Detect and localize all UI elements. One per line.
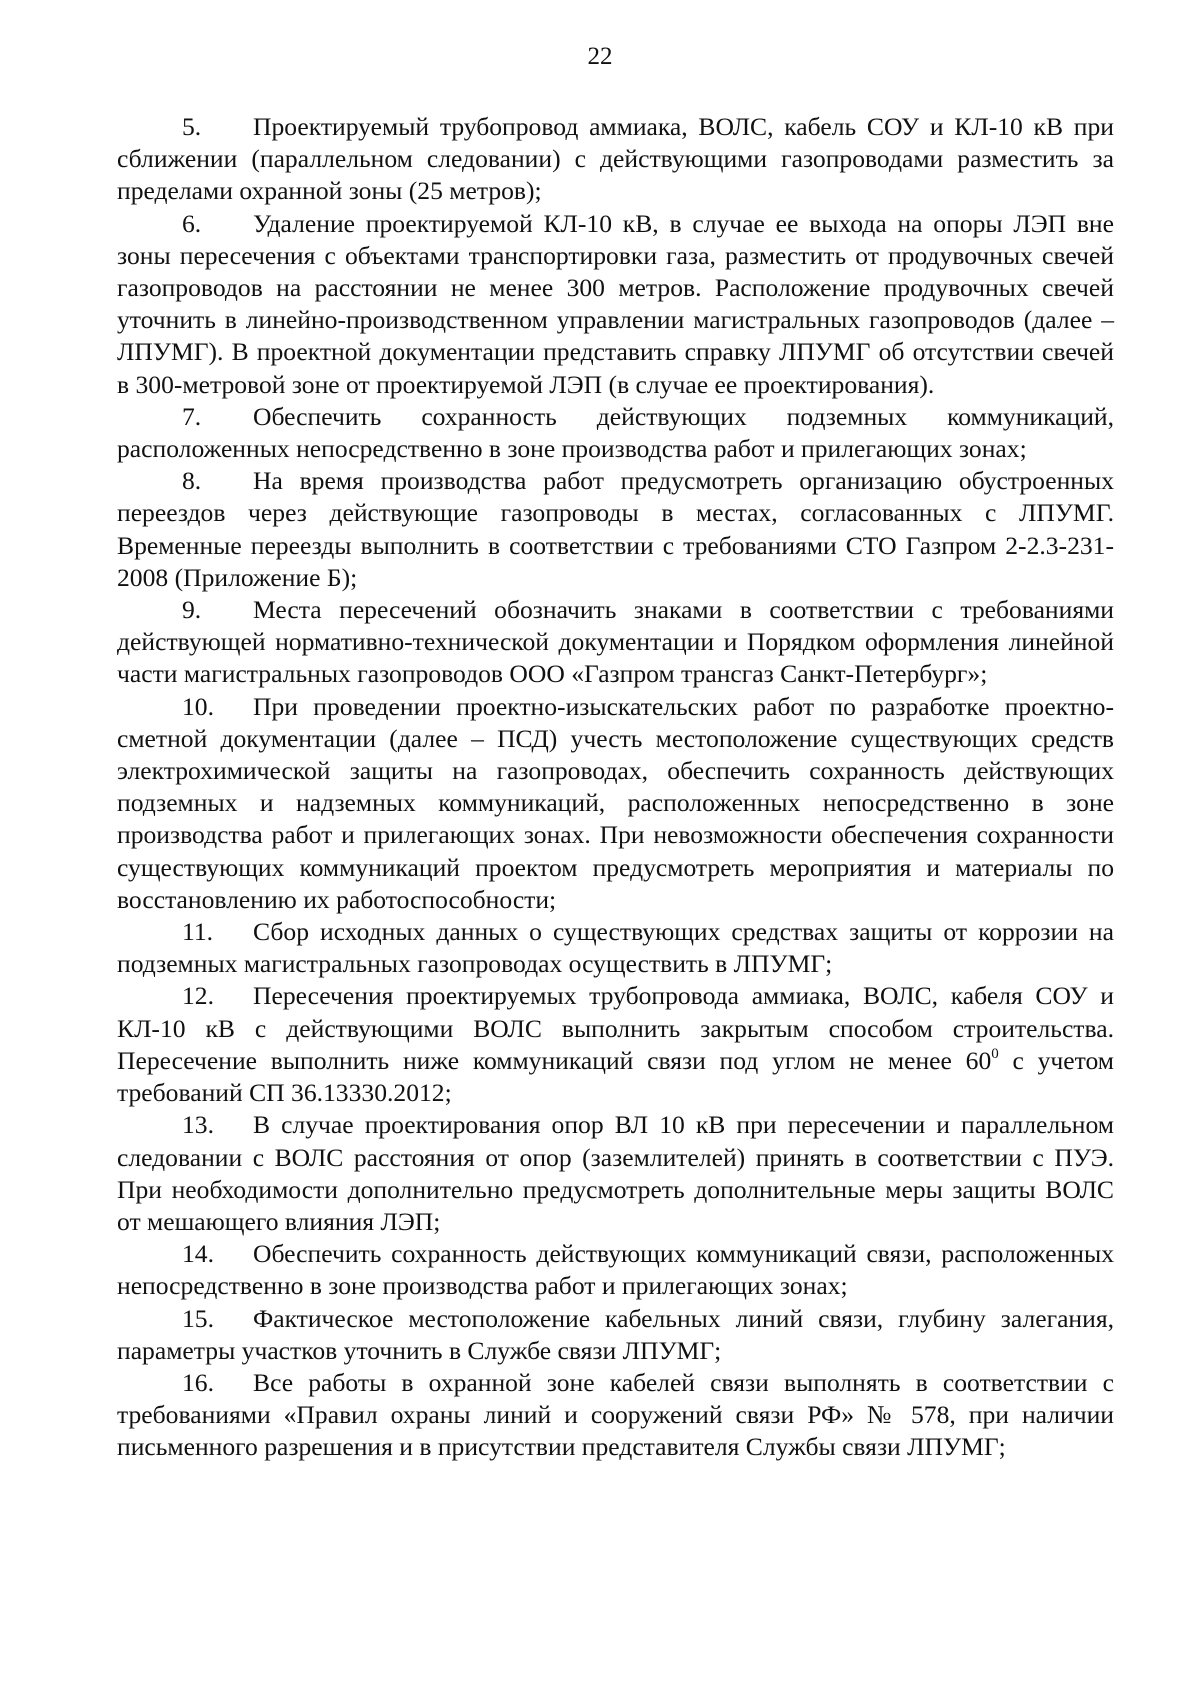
- list-item-10: [117, 691, 1114, 916]
- document-body: [117, 111, 1114, 1464]
- item-text: Все работы в охранной зоне кабелей связи выполнять в соответствии с требованиями «Правил охраны линий и сооружений связи РФ» № 578, при наличии письменного разрешения и в присутствии представителя Службы связи ЛПУМГ;: [117, 1367, 1114, 1462]
- item-number: 8.: [182, 466, 202, 496]
- item-text: Пересечения проектируемых трубопровода аммиака, ВОЛС, кабеля СОУ и КЛ-10 кВ с действующими ВОЛС выполнить закрытым способом строительства. Пересечение выполнить ниже коммуникаций связи под углом не менее 60: [117, 981, 1114, 1075]
- list-item-13: [117, 1109, 1114, 1238]
- item-number: 9.: [182, 595, 202, 625]
- list-item-11: [117, 916, 1114, 980]
- item-number: 15.: [182, 1303, 214, 1333]
- item-text: Фактическое местоположение кабельных линий связи, глубину залегания, параметры участков уточнить в Службе связи ЛПУМГ;: [117, 1303, 1114, 1365]
- item-number: 14.: [182, 1239, 214, 1269]
- item-number: 16.: [182, 1367, 214, 1397]
- list-item-15: [117, 1303, 1114, 1367]
- page-number: 22: [587, 43, 613, 70]
- item-number: 11.: [182, 917, 214, 947]
- list-item-6: [117, 208, 1114, 401]
- item-text: Удаление проектируемой КЛ-10 кВ, в случае ее выхода на опоры ЛЭП вне зоны пересечения с объектами транспортировки газа, разместить от продувочных свечей газопроводов на расстоянии не менее 300 метров. Расположение продувочных свечей уточнить в линейно-производственном управлении магистральных газопроводов (далее – ЛПУМГ). В проектной документации представить справку ЛПУМГ об отсутствии свечей в 300-метровой зоне от проектируемой ЛЭП (в случае ее проектирования).: [117, 208, 1114, 399]
- list-item-7: [117, 401, 1114, 465]
- item-text: Места пересечений обозначить знаками в соответствии с требованиями действующей нормативно-технической документации и Порядком оформления линейной части магистральных газопроводов ООО «Газпром трансгаз Санкт-Петербург»;: [117, 595, 1114, 689]
- item-text-continuation: с учетом требований СП 36.13330.2012;: [117, 1045, 1114, 1108]
- list-item-5: [117, 111, 1114, 208]
- item-text: Проектируемый трубопровод аммиака, ВОЛС, кабель СОУ и КЛ-10 кВ при сближении (параллельном следовании) с действующими газопроводами разместить за пределами охранной зоны (25 метров);: [117, 112, 1114, 206]
- item-number: 7.: [182, 401, 202, 431]
- list-item-12: [117, 980, 1114, 1109]
- degree-superscript: 0: [991, 1045, 999, 1062]
- list-item-16: [117, 1367, 1114, 1464]
- item-number: 13.: [182, 1110, 214, 1140]
- item-text: Сбор исходных данных о существующих средствах защиты от коррозии на подземных магистральных газопроводах осуществить в ЛПУМГ;: [117, 917, 1114, 979]
- item-number: 10.: [182, 691, 214, 721]
- item-text: В случае проектирования опор ВЛ 10 кВ при пересечении и параллельном следовании с ВОЛС расстояния от опор (заземлителей) принять в соответствии с ПУЭ. При необходимости дополнительно предусмотреть дополнительные меры защиты ВОЛС от мешающего влияния ЛЭП;: [117, 1110, 1114, 1236]
- item-number: 6.: [182, 208, 202, 238]
- item-text: На время производства работ предусмотреть организацию обустроенных переездов через действующие газопроводы в местах, согласованных с ЛПУМГ. Временные переезды выполнить в соответствии с требованиями СТО Газпром 2-2.3-231-2008 (Приложение Б);: [117, 466, 1114, 592]
- item-text: Обеспечить сохранность действующих коммуникаций связи, расположенных непосредственно в зоне производства работ и прилегающих зонах;: [117, 1239, 1114, 1301]
- item-text: При проведении проектно-изыскательских работ по разработке проектно-сметной документации (далее – ПСД) учесть местоположение существующих средств электрохимической защиты на газопроводах, обеспечить сохранность действующих подземных и надземных коммуникаций, расположенных непосредственно в зоне производства работ и прилегающих зонах. При невозможности обеспечения сохранности существующих коммуникаций проектом предусмотреть мероприятия и материалы по восстановлению их работоспособности;: [117, 691, 1114, 914]
- item-number: 5.: [182, 112, 202, 141]
- list-item-9: [117, 594, 1114, 691]
- list-item-14: [117, 1238, 1114, 1302]
- list-item-8: [117, 465, 1114, 594]
- item-text: Обеспечить сохранность действующих подземных коммуникаций, расположенных непосредственно в зоне производства работ и прилегающих зонах;: [117, 401, 1114, 464]
- item-number: 12.: [182, 981, 214, 1011]
